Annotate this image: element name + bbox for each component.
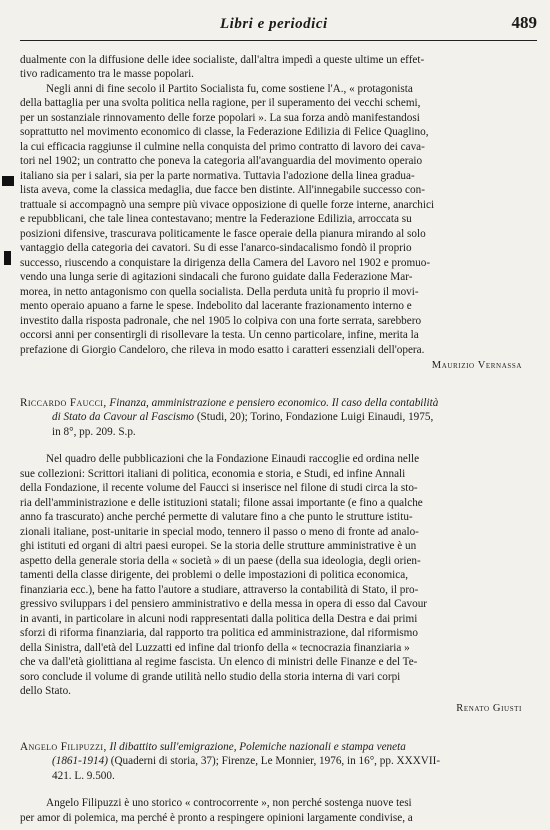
text-line: prefazione di Giorgio Candeloro, che rileva in modo esatto i caratteri essenziali dell'opera.	[20, 344, 425, 356]
citation-title: Finanza, amministrazione e pensiero economico. Il caso della contabilità	[109, 397, 439, 409]
text-line: ghi istituti ed organi di altri paesi europei. Se la storia delle strutture amministrative è un	[20, 540, 417, 552]
text-line: soro conclude il volume di grande utilità nello studio della storia interna di vari corpi	[20, 671, 401, 683]
text-line: gressivo sviluppars i del pensiero amministrativo e della messa in opera di esso dal Cavour	[20, 598, 428, 610]
citation-title: Il dibattito sull'emigrazione, Polemiche nazionali e stampa veneta	[109, 741, 406, 753]
margin-mark	[2, 176, 14, 186]
citation-author: Riccardo Faucci,	[20, 397, 107, 409]
text-line: per un sostanziale rinnovamento delle forze popolari ». La sua forza andò manifestandosi	[20, 112, 420, 124]
reviewer-signature: Maurizio Vernassa	[431, 360, 522, 371]
text-line: occorsi anni per consentirgli di risollevare la testa. Un cenno particolare, infine, merita la	[20, 329, 419, 341]
text-line: in avanti, in particolare in alcuni nodi rappresentati dalla politica della Destra e dai primi	[20, 613, 418, 625]
text-line: morea, in netto antagonismo con quella socialista. Della perduta unità fu proprio il movi-	[20, 286, 419, 298]
margin-mark	[4, 251, 11, 265]
citation-line: in 8°, pp. 209. S.p.	[52, 426, 136, 438]
text-line: Nel quadro delle pubblicazioni che la Fondazione Einaudi raccoglie ed ordina nelle	[46, 453, 420, 465]
text-line: sue collezioni: Scrittori italiani di politica, economia e storia, e Studi, ed infine Annali	[20, 468, 406, 480]
text-line: dualmente con la diffusione delle idee socialiste, dall'altra impedì a queste ultime un effet-	[20, 54, 425, 66]
text-line: mento operaio apuano a farne le spese. Indebolito dal lacerante frazionamento interno e	[20, 300, 412, 312]
text-line: anno fa trascurato) anche perché permette di valutare fino a che punto le strutture istitu-	[20, 511, 413, 523]
citation-line	[20, 740, 406, 754]
text-line: che va dall'età giolittiana al regime fascista. Un elenco di ministri delle Finanze e del Te-	[20, 656, 418, 668]
text-line: investito dalla risposta padronale, che nel 1905 lo colpiva con una forte serrata, sarebbero	[20, 315, 422, 327]
text-line: italiano sia per i salari, sia per la parte normativa. Tuttavia l'adozione della linea gradua-	[20, 170, 415, 182]
text-line: trattuale si accompagnò una sempre più vivace opposizione di quelle forze interne, anarchici	[20, 199, 435, 211]
text-line: ria dell'amministrazione e delle istituzioni statali; filone assai importante (e fino a qualche	[20, 497, 423, 509]
citation-publisher: (Quaderni di storia, 37); Firenze, Le Monnier, 1976, in 16°, pp. XXXVII-	[107, 755, 441, 767]
text-line: aspetto della generale storia della « società » di un paese (della sua ideologia, degli orien-	[20, 555, 421, 567]
text-line: tamenti della classe dirigente, dei problemi o delle impostazioni di politica economica,	[20, 569, 409, 581]
citation-title-cont: (1861-1914)	[52, 755, 108, 767]
text-line: Angelo Filipuzzi è uno storico « controcorrente », non perché sostenga nuove tesi	[46, 797, 412, 809]
text-line: la cui efficacia raggiunse il culmine nella conquista del primo contratto di lavoro dei cava-	[20, 141, 425, 153]
text-line: posizioni difensive, trascurava politicamente le fasce operaie della pianura mirando al solo	[20, 228, 426, 240]
text-line: successo, riuscendo a conquistare la dirigenza della Camera del Lavoro nel 1902 e promuo-	[20, 257, 431, 269]
citation-title-cont: di Stato da Cavour al Fascismo	[52, 411, 195, 423]
text-line: vantaggio della categoria dei cavatori. Su di esse l'anarco-sindacalismo fondò il proprio	[20, 242, 412, 254]
citation-line	[52, 410, 433, 424]
citation-line: 421. L. 9.500.	[52, 770, 115, 782]
citation-publisher: (Studi, 20); Torino, Fondazione Luigi Einaudi, 1975,	[194, 411, 434, 423]
text-line: della Sinistra, dall'età del Luzzatti ed infine dal trionfo della « tecnocrazia finanziaria »	[20, 642, 410, 654]
text-line: dello Stato.	[20, 685, 71, 697]
text-line: della Fondazione, il recente volume del Faucci si inserisce nel filone di studi circa la sto-	[20, 482, 418, 494]
text-line: zionali italiane, post-unitarie in special modo, tennero il passo o meno di fronte ad analo-	[20, 526, 419, 538]
text-line: soprattutto nel movimento economico di classe, la Federazione Edilizia di Felice Quaglino,	[20, 126, 429, 138]
text-line: lista aveva, come la classica medaglia, due facce ben distinte. All'innegabile successo con-	[20, 184, 425, 196]
citation-line	[52, 754, 440, 768]
text-line: finanziaria ecc.), bene ha fatto l'autore a studiare, attraverso la contabilità di Stato, il pro-	[20, 584, 419, 596]
citation-author: Angelo Filipuzzi,	[20, 741, 107, 753]
text-line: tivo radicamento tra le masse popolari.	[20, 68, 194, 80]
text-line: e repubblicani, che tale linea contestavano; mentre la Federazione Edilizia, arroccata su	[20, 213, 412, 225]
text-line: sforzi di riforma finanziaria, dal rapporto tra politica ed amministrazione, dal riformismo	[20, 627, 418, 639]
text-line: vendo una lunga serie di agitazioni sindacali che furono guidate dalla Federazione Mar-	[20, 271, 413, 283]
page-number: 489	[511, 13, 537, 32]
running-header	[20, 10, 537, 41]
text-line: per amor di polemica, ma perché è pronto a respingere opinioni largamente condivise, a	[20, 812, 413, 824]
reviewer-signature: Renato Giusti	[456, 703, 522, 714]
citation-line	[20, 396, 438, 410]
running-title: Libri e periodici	[220, 16, 328, 32]
text-line: Negli anni di fine secolo il Partito Socialista fu, come sostiene l'A., « protagonista	[46, 83, 413, 95]
text-line: della battaglia per una svolta politica nella ragione, per il superamento dei vecchi schemi,	[20, 97, 421, 109]
text-line: tori nel 1902; un contratto che poneva la categoria all'avanguardia del movimento operaio	[20, 155, 423, 167]
